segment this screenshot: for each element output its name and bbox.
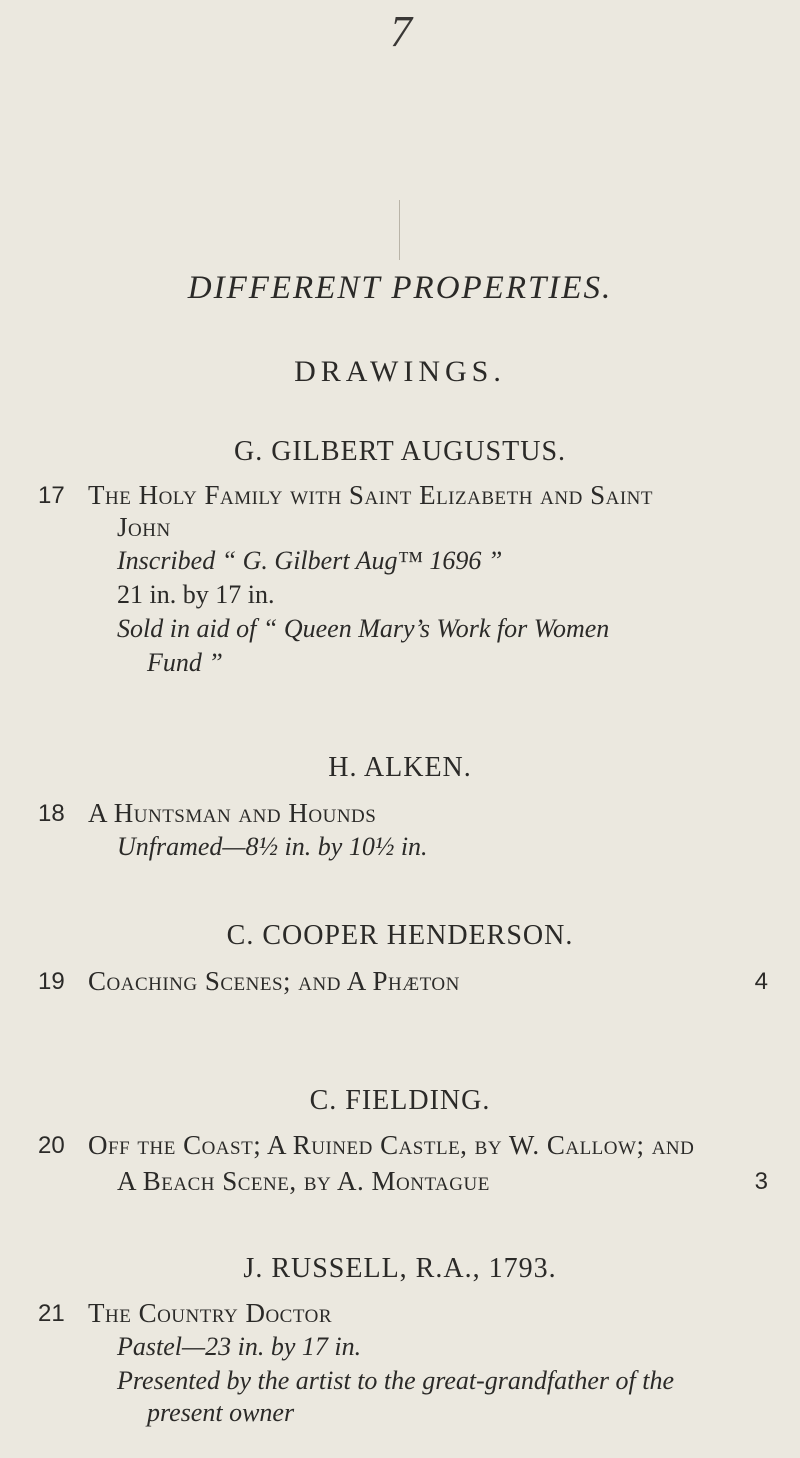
artist-name: J. RUSSELL, R.A., 1793.: [243, 1253, 557, 1284]
lot-inscription: Inscribed “ G. Gilbert Aug™ 1696 ”: [117, 546, 503, 575]
fold-mark: [399, 200, 400, 260]
lot-provenance-continued: present owner: [147, 1398, 295, 1427]
lot-provenance: Sold in aid of “ Queen Mary’s Work for Women: [117, 614, 610, 643]
lot-dimensions: Unframed—8½ in. by 10½ in.: [117, 832, 428, 861]
artist-name: G. GILBERT AUGUSTUS.: [233, 436, 567, 467]
lot-number: 21: [38, 1300, 65, 1327]
lot-title-continued: John: [117, 512, 171, 542]
artist-name: H. ALKEN.: [328, 752, 472, 783]
lot-title: Coaching Scenes; and A Phæton: [88, 966, 460, 996]
lot-title: The Holy Family with Saint Elizabeth and Saint: [88, 480, 653, 510]
lot-number: 18: [38, 800, 65, 827]
artist-name: C. COOPER HENDERSON.: [226, 920, 574, 951]
lot-quantity: 4: [754, 968, 768, 995]
lot-title: The Country Doctor: [88, 1298, 332, 1328]
lot-number: 17: [38, 482, 65, 509]
lot-number: 20: [38, 1132, 65, 1159]
lot-provenance: Presented by the artist to the great-grandfather of the: [117, 1366, 674, 1395]
lot-quantity: 3: [754, 1168, 768, 1195]
lot-title: Off the Coast; A Ruined Castle, by W. Callow; and: [88, 1130, 695, 1160]
lot-dimensions: Pastel—23 in. by 17 in.: [117, 1332, 362, 1361]
lot-dimensions: 21 in. by 17 in.: [117, 580, 275, 609]
lot-title: A Huntsman and Hounds: [88, 798, 377, 828]
artist-name: C. FIELDING.: [309, 1085, 491, 1116]
section-subheading: DRAWINGS.: [294, 355, 506, 388]
lot-number: 19: [38, 968, 65, 995]
section-heading: DIFFERENT PROPERTIES.: [187, 270, 613, 306]
page-number: 7: [390, 7, 412, 56]
lot-provenance-continued: Fund ”: [147, 648, 223, 677]
lot-title-continued: A Beach Scene, by A. Montague: [117, 1166, 490, 1196]
